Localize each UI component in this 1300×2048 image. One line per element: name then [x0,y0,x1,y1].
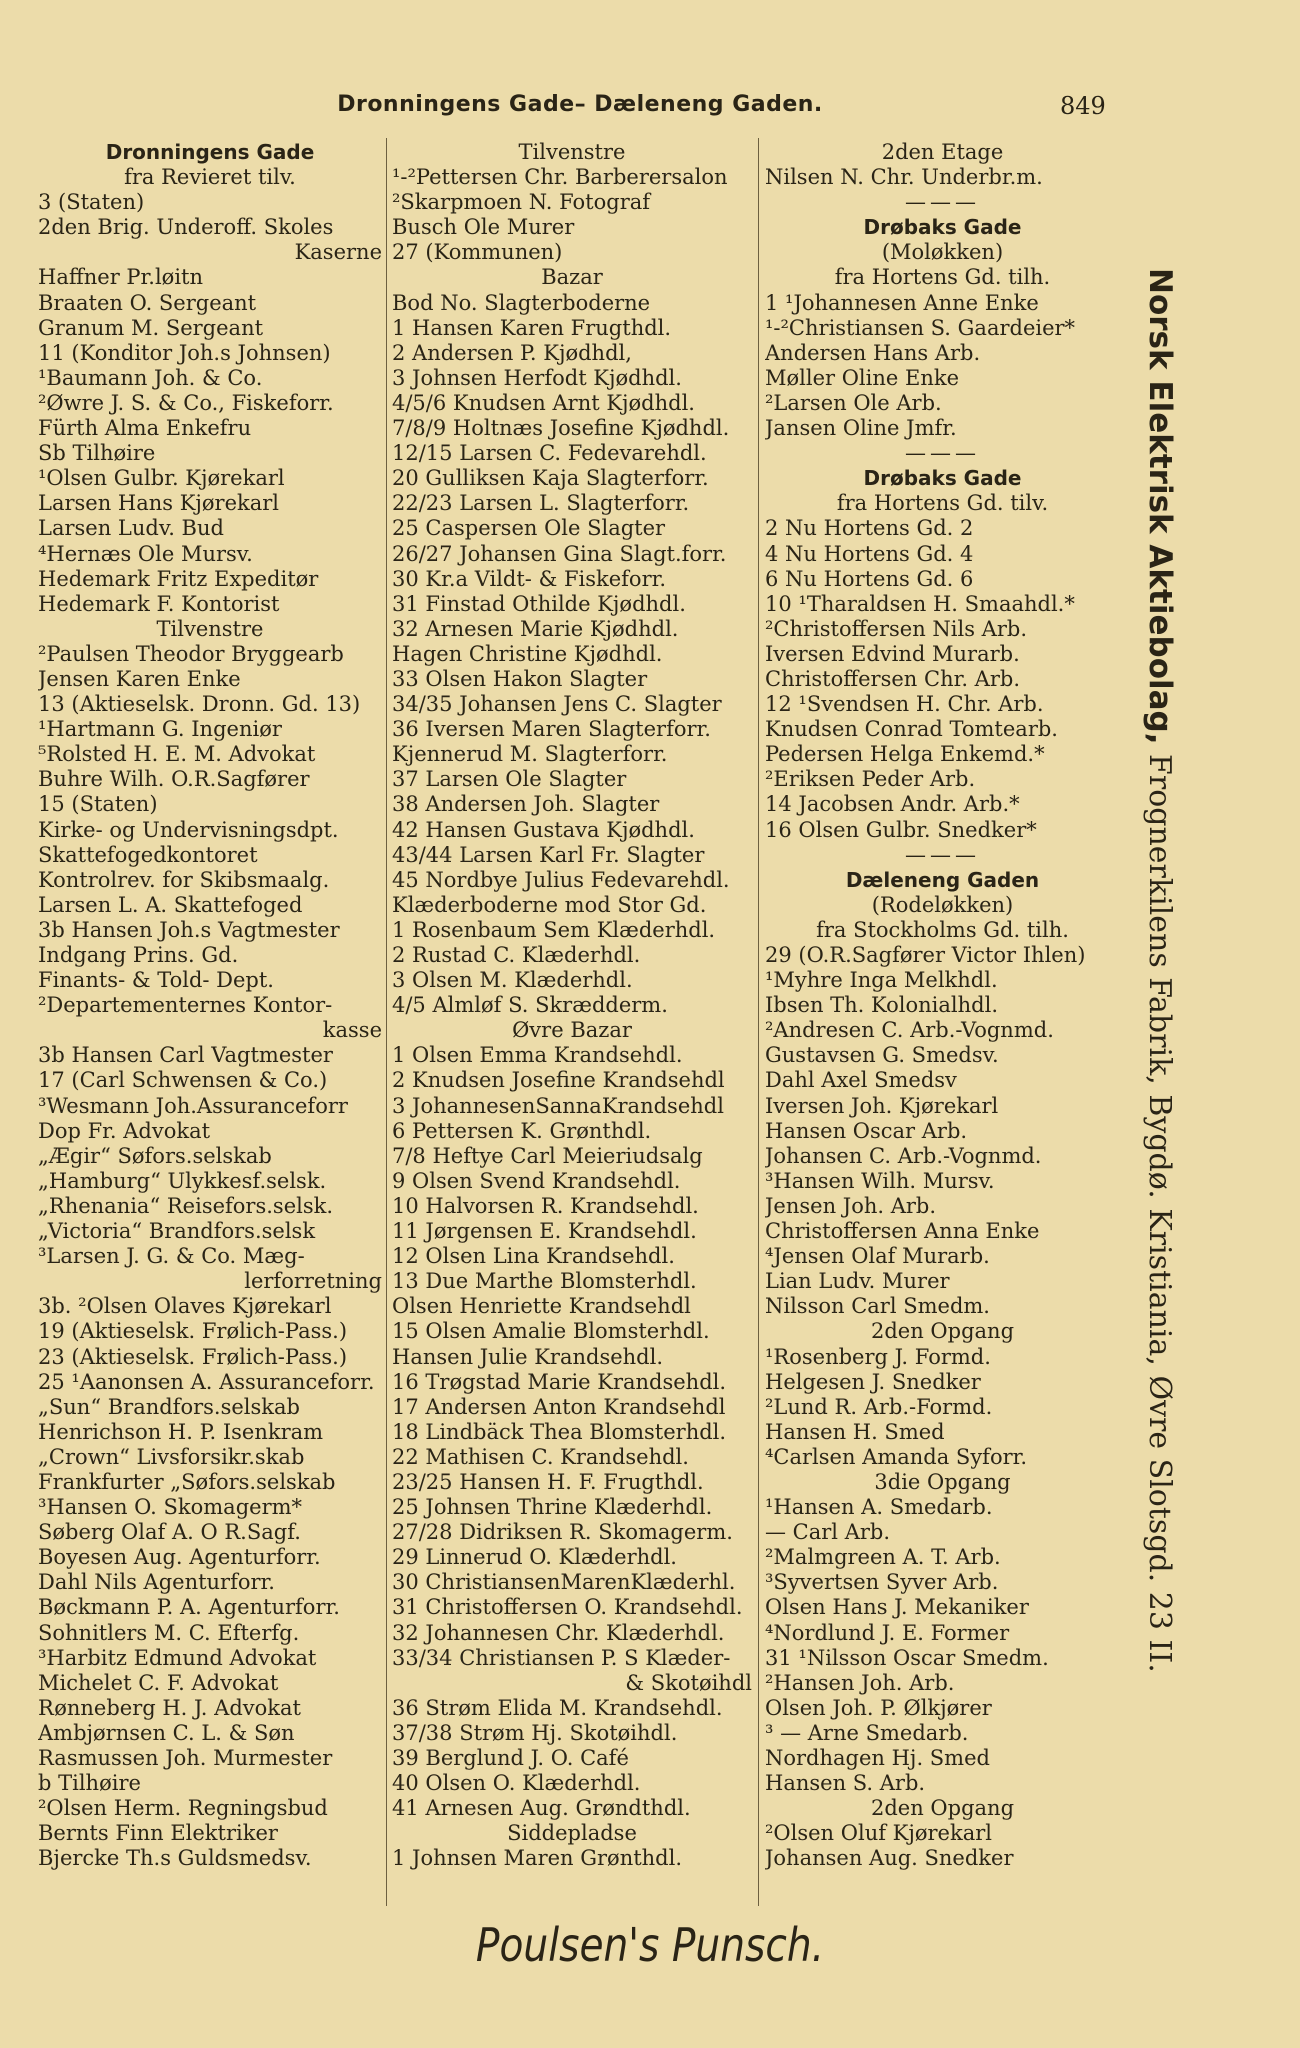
directory-entry: ²Paulsen Theodor Bryggearb [38,641,344,666]
directory-entry: 16 Trøgstad Marie Krandsehdl. [392,1369,727,1394]
directory-entry: 3 Johnsen Herfodt Kjødhdl. [392,365,682,390]
directory-entry: Bod No. Slagterboderne [392,290,651,315]
directory-entry: 19 (Aktieselsk. Frølich-Pass.) [38,1319,348,1344]
directory-entry: Haffner Pr.løitn [38,265,203,290]
directory-entry: Jensen Karen Enke [38,666,241,691]
directory-entry: Siddepladse [507,1821,637,1846]
column-1 [38,140,382,1871]
directory-entry: 1 ¹Johannesen Anne Enke [765,290,1039,315]
directory-entry: Bazar [541,265,603,290]
directory-entry: Kaserne [294,240,382,265]
directory-entry: ⁵Rolsted H. E. M. Advokat [38,742,316,767]
directory-entry: 2den Brig. Underoff. Skoles [38,215,334,240]
directory-entry: ²Christoffersen Nils Arb. [765,616,1027,641]
directory-entry: 9 Olsen Svend Krandsehdl. [392,1168,681,1193]
directory-entry: 17 Andersen Anton Krandsehdl [392,1394,726,1419]
advert-address: Frognerkilens Fabrik, Bygdø. Kristiania, Øvre Slotsgd. 23 II. [1142,744,1177,1673]
directory-entry: Iversen Edvind Murarb. [765,641,1020,666]
directory-entry: 30 ChristiansenMarenKlæderhl. [392,1570,736,1595]
directory-entry: 40 Olsen O. Klæderhdl. [392,1771,641,1796]
directory-entry: 27/28 Didriksen R. Skomagerm. [392,1520,733,1545]
directory-entry: ¹Hartmann G. Ingeniør [38,717,282,742]
directory-entry: Jansen Oline Jmfr. [765,416,957,441]
directory-entry: Nilsson Carl Smedm. [765,1294,990,1319]
directory-entry: 2den Opgang [870,1796,1015,1821]
directory-entry: 23/25 Hansen H. F. Frugthdl. [392,1469,704,1494]
directory-entry: 41 Arnesen Aug. Grøndthdl. [392,1796,691,1821]
directory-entry: Johansen C. Arb.-Vognmd. [765,1143,1042,1168]
directory-entry: Larsen L. A. Skattefoged [38,892,303,917]
directory-entry: ⁴Carlsen Amanda Syforr. [765,1444,1028,1469]
directory-entry: ²Eriksen Peder Arb. [765,767,976,792]
directory-entry: fra Revieret tilv. [124,165,296,190]
directory-entry: ¹-²Christiansen S. Gaardeier* [765,315,1076,340]
directory-entry: ²Hansen Joh. Arb. [765,1670,955,1695]
directory-entry: 33 Olsen Hakon Slagter [392,666,648,691]
directory-entry: Michelet C. F. Advokat [38,1670,279,1695]
directory-entry: ³Harbitz Edmund Advokat [38,1645,317,1670]
directory-entry: Bøckmann P. A. Agenturforr. [38,1595,340,1620]
directory-entry: ²Lund R. Arb.-Formd. [765,1394,993,1419]
directory-entry: fra Hortens Gd. tilh. [834,265,1051,290]
directory-entry: 10 Halvorsen R. Krandsehdl. [392,1193,699,1218]
directory-entry: Søberg Olaf A. O R.Sagf. [38,1520,301,1545]
directory-entry: Rønneberg H. J. Advokat [38,1695,301,1720]
directory-entry: ²Andresen C. Arb.-Vognmd. [765,1018,1054,1043]
directory-entry: 18 Lindbäck Thea Blomsterhdl. [392,1419,727,1444]
advert-company: Norsk Elektrisk Aktiebolag, [1142,268,1178,745]
directory-entry: (Rodeløkken) [871,892,1014,917]
directory-entry: 3 (Staten) [38,190,145,215]
directory-entry: ²Departementernes Kontor- [38,993,333,1018]
directory-entry: Øvre Bazar [512,1018,632,1043]
directory-entry: Kontrolrev. for Skibsmaalg. [38,867,330,892]
directory-entry: 37 Larsen Ole Slagter [392,767,627,792]
directory-entry: 15 (Staten) [38,792,158,817]
directory-entry: 1 Rosenbaum Sem Klæderhdl. [392,917,716,942]
directory-entry: ¹Hansen A. Smedarb. [765,1495,993,1520]
directory-entry: Klæderboderne mod Stor Gd. [392,892,707,917]
directory-entry: 12 Olsen Lina Krandsehdl. [392,1244,675,1269]
directory-entry: Indgang Prins. Gd. [38,943,239,967]
directory-entry: 4 Nu Hortens Gd. 4 [765,541,974,566]
directory-entry: Hansen Oscar Arb. [765,1118,968,1143]
directory-entry: 7/8/9 Holtnæs Josefine Kjødhdl. [392,416,730,441]
directory-entry: 4/5 Almløf S. Skrædderm. [392,993,668,1018]
directory-entry: 2 Rustad C. Klæderhdl. [392,943,641,967]
directory-entry: 13 (Aktieselsk. Dronn. Gd. 13) [38,692,361,717]
directory-entry: 27 (Kommunen) [392,240,563,265]
directory-entry: 1 Johnsen Maren Grønthdl. [392,1846,683,1871]
directory-entry: 12 ¹Svendsen H. Chr. Arb. [765,692,1044,717]
directory-entry: 3 JohannesenSannaKrandsehdl [392,1093,724,1118]
page-header [0,92,1300,132]
directory-entry: ¹Olsen Gulbr. Kjørekarl [38,466,285,491]
directory-entry: Olsen Joh. P. Ølkjører [765,1695,992,1720]
directory-entry: 31 Finstad Othilde Kjødhdl. [392,591,686,616]
directory-entry: 6 Nu Hortens Gd. 6 [765,566,974,591]
directory-entry: Buhre Wilh. O.R.Sagfører [38,767,310,792]
column-divider [758,138,759,1906]
directory-entry: fra Stockholms Gd. tilh. [816,917,1069,942]
directory-entry: Møller Oline Enke [765,365,960,390]
street-heading: Dæleneng Gaden [845,867,1040,892]
directory-entry: 43/44 Larsen Karl Fr. Slagter [392,842,705,867]
directory-entry: Boyesen Aug. Agenturforr. [38,1545,321,1570]
directory-entry: ⁴Jensen Olaf Murarb. [765,1244,990,1269]
directory-entry: Helgesen J. Snedker [765,1369,981,1394]
directory-entry: kasse [322,1018,382,1043]
directory-entry: 16 Olsen Gulbr. Snedker* [765,817,1037,842]
directory-entry: Granum M. Sergeant [38,315,264,340]
directory-entry: b Tilhøire [38,1771,141,1796]
directory-entry: „Sun“ Brandfors.selskab [38,1394,300,1419]
directory-entry: 22/23 Larsen L. Slagterforr. [392,491,690,516]
side-advertisement-text [1142,268,1178,1673]
street-heading: Dronningens Gade [105,140,315,164]
directory-entry: 2 Andersen P. Kjødhdl, [392,340,632,365]
directory-entry: Hansen S. Arb. [765,1771,926,1796]
directory-entry: Fürth Alma Enkefru [38,416,252,441]
directory-entry: Andersen Hans Arb. [765,340,981,365]
directory-entry: Tilvenstre [156,616,264,641]
directory-entry: Christoffersen Anna Enke [765,1219,1040,1244]
directory-entry: 25 ¹Aanonsen A. Assuranceforr. [38,1369,375,1394]
directory-entry: Kirke- og Undervisningsdpt. [38,817,339,842]
directory-entry: Nordhagen Hj. Smed [765,1746,990,1770]
directory-entry: 3b Hansen Joh.s Vagtmester [38,917,340,942]
street-heading: Drøbaks Gade [863,466,1022,491]
directory-entry: 2den Etage [881,140,1004,164]
directory-entry: — Carl Arb. [765,1520,891,1545]
directory-entry: Sohnitlers M. C. Efterfg. [38,1620,300,1645]
directory-entry: ⁴Nordlund J. E. Former [765,1620,1010,1645]
directory-entry: 36 Iversen Maren Slagterforr. [392,717,711,742]
directory-entry: 2 Nu Hortens Gd. 2 [765,516,974,541]
directory-entry: Larsen Hans Kjørekarl [38,491,280,516]
directory-entry: Jensen Joh. Arb. [765,1193,937,1218]
directory-entry: 13 Due Marthe Blomsterhdl. [392,1269,697,1294]
directory-entry: ¹Myhre Inga Melkhdl. [765,968,998,993]
directory-entry: 26/27 Johansen Gina Slagt.forr. [392,541,727,566]
directory-entry: 36 Strøm Elida M. Krandsehdl. [392,1695,723,1720]
directory-entry: Bjercke Th.s Guldsmedsv. [38,1846,312,1871]
directory-entry: Christoffersen Chr. Arb. [765,666,1020,691]
directory-entry: 2 Knudsen Josefine Krandsehdl [392,1068,725,1093]
directory-entry: & Skotøihdl [625,1670,752,1695]
directory-entry: 6 Pettersen K. Grønthdl. [392,1118,652,1143]
directory-entry: ²Larsen Ole Arb. [765,390,942,415]
directory-entry: ²Malmgreen A. T. Arb. [765,1545,1001,1570]
directory-entry: 11 (Konditor Joh.s Johnsen) [38,340,331,365]
directory-entry: 25 Caspersen Ole Slagter [392,516,666,541]
directory-entry: 14 Jacobsen Andr. Arb.* [765,792,1020,817]
directory-entry: 42 Hansen Gustava Kjødhdl. [392,817,695,842]
directory-entry: ¹Baumann Joh. & Co. [38,365,263,390]
directory-entry: Johansen Aug. Snedker [765,1846,1014,1871]
directory-entry: ³Syvertsen Syver Arb. [765,1570,999,1595]
directory-entry: 31 Christoffersen O. Krandsehdl. [392,1595,743,1620]
directory-entry: „Ægir“ Søfors.selskab [38,1143,272,1168]
directory-entry: 1 Olsen Emma Krandsehdl. [392,1043,683,1068]
directory-entry: Hedemark F. Kontorist [38,591,280,616]
directory-entry: 32 Johannesen Chr. Klæderhdl. [392,1620,725,1645]
directory-entry: Skattefogedkontoret [38,842,258,867]
directory-entry: 30 Kr.a Vildt- & Fiskeforr. [392,566,667,591]
directory-entry: Hedemark Fritz Expeditør [38,566,319,591]
directory-entry: ²Øwre J. S. & Co., Fiskeforr. [38,390,334,415]
directory-entry: ³Wesmann Joh.Assuranceforr [38,1093,348,1118]
directory-entry: 20 Gulliksen Kaja Slagterforr. [392,466,709,491]
column-2 [392,140,752,1871]
directory-entry: „Hamburg“ Ulykkesf.selsk. [38,1168,327,1193]
directory-entry: Braaten O. Sergeant [38,290,257,315]
directory-entry: 1 Hansen Karen Frugthdl. [392,315,672,340]
directory-entry: Larsen Ludv. Bud [38,516,224,541]
section-separator: ——— [905,441,980,466]
directory-entry: 3b Hansen Carl Vagtmester [38,1043,333,1068]
directory-entry: ³Hansen O. Skomagerm* [38,1495,303,1520]
directory-entry: ²Skarpmoen N. Fotograf [392,190,651,215]
directory-entry: Dahl Axel Smedsv [765,1068,957,1093]
directory-entry: Knudsen Conrad Tomtearb. [765,717,1058,742]
directory-entry: Henrichson H. P. Isenkram [38,1419,324,1444]
section-separator: ——— [905,190,980,215]
directory-entry: ³ — Arne Smedarb. [765,1720,969,1745]
directory-entry: Hansen Julie Krandsehdl. [392,1344,664,1369]
directory-entry: Hansen H. Smed [765,1419,945,1444]
directory-entry: Ambjørnsen C. L. & Søn [38,1720,295,1745]
directory-entry: Iversen Joh. Kjørekarl [765,1093,999,1118]
directory-entry: ²Olsen Herm. Regningsbud [38,1796,328,1821]
directory-entry: 38 Andersen Joh. Slagter [392,792,660,817]
directory-entry: 33/34 Christiansen P. S Klæder- [392,1645,731,1670]
directory-entry: 3 Olsen M. Klæderhdl. [392,968,633,993]
directory-entry: 7/8 Heftye Carl Meieriudsalg [392,1143,703,1168]
directory-entry: ³Hansen Wilh. Mursv. [765,1168,995,1193]
directory-entry: „Crown“ Livsforsikr.skab [38,1444,305,1469]
directory-entry: Olsen Hans J. Mekaniker [765,1595,1029,1620]
page-number: 849 [1060,92,1106,120]
directory-entry: Kjennerud M. Slagterforr. [392,742,668,767]
directory-entry: Nilsen N. Chr. Underbr.m. [765,165,1043,190]
column-3 [765,140,1120,1871]
directory-entry: 22 Mathisen C. Krandsehdl. [392,1444,689,1469]
directory-entry: Busch Ole Murer [392,215,575,240]
directory-entry: 25 Johnsen Thrine Klæderhdl. [392,1495,713,1520]
directory-entry: ⁴Hernæs Ole Mursv. [38,541,253,566]
directory-entry: 31 ¹Nilsson Oscar Smedm. [765,1645,1049,1670]
directory-entry: fra Hortens Gd. tilv. [836,491,1049,516]
directory-entry: Gustavsen G. Smedsv. [765,1043,999,1068]
directory-entry: 3b. ²Olsen Olaves Kjørekarl [38,1294,332,1319]
directory-entry: „Victoria“ Brandfors.selsk [38,1219,316,1244]
directory-entry: 17 (Carl Schwensen & Co.) [38,1068,328,1093]
directory-entry: 11 Jørgensen E. Krandsehdl. [392,1219,697,1244]
directory-entry: Lian Ludv. Murer [765,1269,950,1294]
directory-entry: 45 Nordbye Julius Fedevarehdl. [392,867,730,892]
directory-entry: 12/15 Larsen C. Fedevarehdl. [392,441,707,466]
directory-entry: 15 Olsen Amalie Blomsterhdl. [392,1319,710,1344]
directory-entry: 2den Opgang [870,1319,1015,1344]
directory-entry: Rasmussen Joh. Murmester [38,1746,333,1770]
column-divider [386,138,387,1906]
directory-entry: 39 Berglund J. O. Café [392,1746,629,1770]
directory-entry: „Rhenania“ Reisefors.selsk. [38,1193,334,1218]
directory-entry: Bernts Finn Elektriker [38,1821,278,1846]
directory-entry: Hagen Christine Kjødhdl. [392,641,663,666]
directory-entry: Sb Tilhøire [38,441,156,466]
directory-entry: Dop Fr. Advokat [38,1118,211,1143]
side-advertisement [1118,268,1188,1888]
directory-entry: ²Olsen Oluf Kjørekarl [765,1821,992,1846]
directory-entry: ¹-²Pettersen Chr. Barberersalon [392,165,728,190]
directory-entry: 23 (Aktieselsk. Frølich-Pass.) [38,1344,348,1369]
directory-entry: Dahl Nils Agenturforr. [38,1570,275,1595]
directory-entry: Olsen Henriette Krandsehdl [392,1294,691,1319]
directory-entry: Frankfurter „Søfors.selskab [38,1469,336,1494]
directory-entry: Tilvenstre [518,140,626,164]
directory-entry: 37/38 Strøm Hj. Skotøihdl. [392,1720,678,1745]
directory-entry: 32 Arnesen Marie Kjødhdl. [392,616,679,641]
running-title: Dronningens Gade– Dæleneng Gaden. [337,92,823,117]
directory-entry: 29 (O.R.Sagfører Victor Ihlen) [765,943,1086,967]
directory-entry: 3die Opgang [874,1469,1011,1494]
directory-entry: Pedersen Helga Enkemd.* [765,742,1045,767]
directory-entry: Ibsen Th. Kolonialhdl. [765,993,998,1018]
directory-entry: (Moløkken) [881,240,1004,265]
street-heading: Drøbaks Gade [863,215,1022,240]
section-separator: ——— [905,842,980,867]
directory-entry: ¹Rosenberg J. Formd. [765,1344,991,1369]
directory-entry: 10 ¹Tharaldsen H. Smaahdl.* [765,591,1075,616]
directory-entry: ³Larsen J. G. & Co. Mæg- [38,1244,305,1269]
directory-entry: 4/5/6 Knudsen Arnt Kjødhdl. [392,390,695,415]
directory-entry: lerforretning [244,1269,382,1294]
directory-entry: 34/35 Johansen Jens C. Slagter [392,692,722,717]
footer-advertisement: Poulsen's Punsch. [475,1918,825,1972]
directory-entry: 29 Linnerud O. Klæderhdl. [392,1545,677,1570]
directory-entry: Finants- & Told- Dept. [38,968,274,993]
